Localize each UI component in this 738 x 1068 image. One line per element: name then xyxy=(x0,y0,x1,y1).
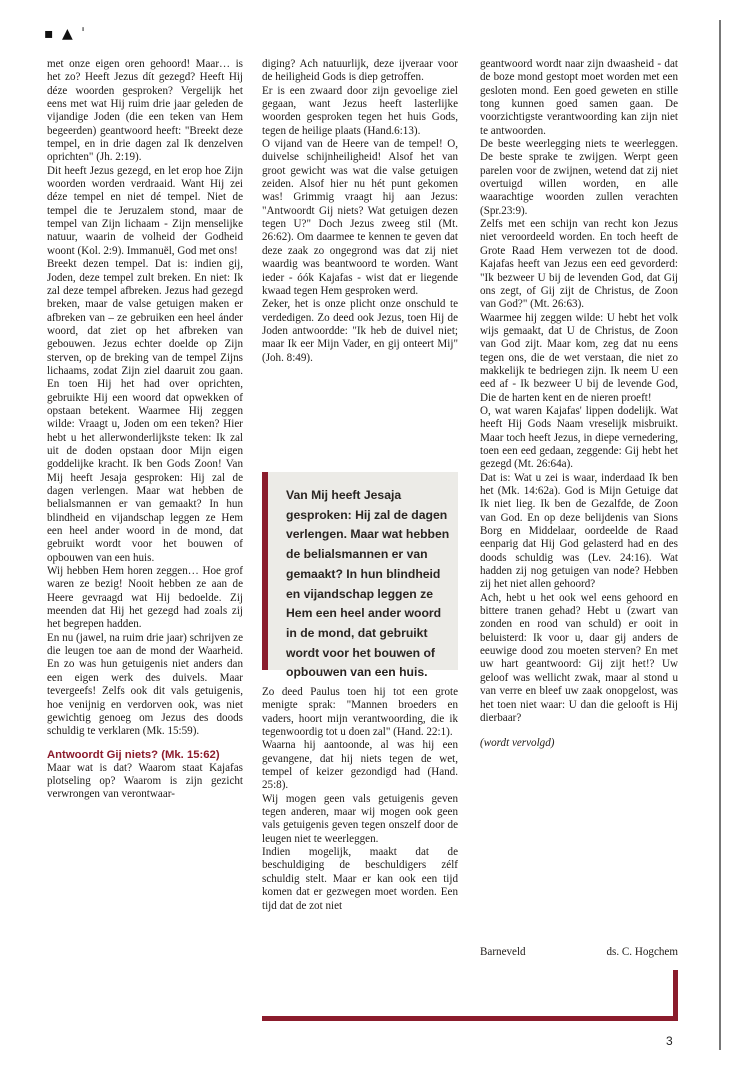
paragraph: O vijand van de Heere van de tempel! O, duivelse schijnheiligheid! Alsof het van groot gewicht was wat die valse getuigen zeiden. Alsof hier nu hét punt gekomen was! Grimmig vraagt hij aan Jezus: "Antwoordt Gij niets? Wat getuigen dezen tegen U?" Doch Jezus zweeg stil (Mt. 26:62). Om daarmee te kennen te geven dat deze zaak zo ongegrond was dat zij niet waardig was beantwoord te worden. Want ieder - óók Kajafas - wist dat er liegende kwaad tegen Hem gesproken werd. xyxy=(262,138,458,297)
pull-quote-accent-bar xyxy=(262,472,268,670)
section-subheading: Antwoordt Gij niets? (Mk. 15:62) xyxy=(47,748,220,761)
paragraph: Zo deed Paulus toen hij tot een grote menigte sprak: "Mannen broeders en vaders, hoort mijn verantwoording, die ik tegenwoordig tot u doen zal" (Hand. 22:1). xyxy=(262,686,458,739)
column-1 xyxy=(47,58,243,802)
paragraph: met onze eigen oren gehoord! Maar… is het zo? Heeft Jezus dít gezegd? Heeft Hij déze woorden gesproken? Vergelijk het eens met wat Hij ruim drie jaar geleden de vijandige Joden (die een teken van Hem begeerden) geantwoord heeft: "Breekt deze tempel, en in drie dagen zal Ik denzelven oprichten" (Jh. 2:19). xyxy=(47,58,243,164)
paragraph: De beste weerlegging niets te weerleggen. De beste sprake te zwijgen. Werpt geen parelen voor de zwijnen, wetend dat zij niet overtuigd willen worden, en alle waarachtige woorden zullen verachten (Spr.23:9). xyxy=(480,138,678,217)
signature xyxy=(480,946,678,958)
paragraph: O, wat waren Kajafas' lippen dodelijk. Wat heeft Hij Gods Naam vreselijk misbruikt. Maar toch heeft Jezus, in diepe vernedering, toen een eed gedaan, zeggende: Gij hebt het gezegd (Mt. 26:64a). xyxy=(480,404,678,471)
paragraph: Indien mogelijk, maakt dat de beschuldiging de beschuldigers zélf schuldig stelt. Maar er kan ook een tijd komen dat er gezwegen moet worden. Een tijd dat de zot niet xyxy=(262,846,458,912)
page-number: 3 xyxy=(666,1034,673,1048)
paragraph: Wij mogen geen vals getuigenis geven tegen anderen, maar wij mogen ook geen vals getuigenis geven tegen onszelf door de leugen niet te weerleggen. xyxy=(262,792,458,845)
paragraph: Waarna hij aantoonde, al was hij een gevangene, dat hij niets tegen de wet, tempel of keizer gezondigd had (Hand. 25:8). xyxy=(262,739,458,792)
paragraph: geantwoord wordt naar zijn dwaasheid - dat de boze mond gestopt moet worden met een gesloten mond. Een goed geweten en stille tong kunnen goed samen gaan. De voorzichtigste verantwoording kan zijn niet te antwoorden. xyxy=(480,58,678,137)
paragraph: En nu (jawel, na ruim drie jaar) schrijven ze die leugen toe aan de mond der Waarheid. En zo was hun getuigenis niet anders dan een eigen werk des duivels. Maar tevergeefs! Zelfs ook dit vals getuigenis, hoe venijnig en verdorven ook, was niet gewichtig genoeg om Jezus des doods schuldig te verklaren (Mk. 15:59). xyxy=(47,631,243,738)
paragraph: Wij hebben Hem horen zeggen… Hoe grof waren ze bezig! Nooit hebben ze aan de Heere gevraagd wat Hij bedoelde. Zij meenden dat Hij het gezegd had zoals zij het begrepen hadden. xyxy=(47,565,243,631)
page-corner-mark: ▪ ▲ ˈ xyxy=(44,26,88,42)
signature-place: Barneveld xyxy=(480,946,526,958)
paragraph: Maar wat is dat? Waarom staat Kajafas plotseling op? Waarom is zijn gezicht verwrongen van verontwaar- xyxy=(47,761,243,801)
signature-author: ds. C. Hogchem xyxy=(606,946,678,958)
end-rule-horizontal xyxy=(262,1016,678,1021)
pull-quote-text: Van Mij heeft Jesaja gesproken: Hij zal de dagen verlengen. Maar wat hebben de belialsmannen er van gemaakt? In hun blindheid en vijandschap leggen ze Hem een heel ander woord in de mond, dat gebruikt wordt voor het bouwen of opbouwen van een huis. xyxy=(286,488,450,680)
paragraph: Ach, hebt u het ook wel eens gehoord en bittere tranen gehad? Hebt u (zwart van zonden en rood van schuld) er ooit in beluisterd: Ik voor u, daar gij anders de eeuwige dood zou moeten sterven? En met uw hart geantwoord: Gij zijt het!? Uw geloof was wellicht zwak, maar al stond u van verre en bleef uw zaak onopgelost, was het toen niet waar: U dan die gelooft is Hij dierbaar? xyxy=(480,591,678,724)
paragraph: Dat is: Wat u zei is waar, inderdaad Ik ben het (Mk. 14:62a). God is Mijn Getuige dat Ik niet lieg. Ik ben de Gezalfde, de Zoon van God. En op deze belijdenis van Sions Borg en Middelaar, oordeelde de Raad eenparig dat Hij God gelasterd had en des doods schuldig was (Lev. 24:16). Wat hadden zij nog getuigen van node? Hebben zij het niet allen gehoord? xyxy=(480,471,678,591)
continued-note: (wordt vervolgd) xyxy=(480,737,555,750)
pull-quote xyxy=(262,472,458,680)
paragraph: Zelfs met een schijn van recht kon Jezus niet veroordeeld worden. En toch heeft de Grote Raad Hem verwezen tot de dood. Kajafas heeft van Jezus een eed gevorderd: "Ik bezweer U bij de levenden God, dat Gij ons zegt, of Gij zijt de Christus, de Zoon van God?" (Mt. 26:63). xyxy=(480,218,678,311)
column-2-bottom xyxy=(262,686,458,913)
column-3 xyxy=(480,58,678,751)
paragraph: diging? Ach natuurlijk, deze ijveraar voor de heiligheid Gods is diep getroffen. xyxy=(262,58,458,84)
end-rule-vertical xyxy=(673,970,678,1021)
column-2-top xyxy=(262,58,458,365)
paragraph: Waarmee hij zeggen wilde: U hebt het volk wijs gemaakt, dat U de Christus, de Zoon van God zijt. Maar kom, zeg dat nu eens tegen ons, die de wet verstaan, die niet zo makkelijk te bedriegen zijn. Ik neem U een eed af - Ik bezweer U bij de levende God, Die de harten kent en de nieren proeft! xyxy=(480,311,678,404)
paragraph: Zeker, het is onze plicht onze onschuld te verdedigen. Zo deed ook Jezus, toen Hij de Joden antwoordde: "Ik heb de duivel niet; maar Ik eer Mijn Vader, en gij onteert Mij" (Joh. 8:49). xyxy=(262,298,458,364)
paragraph: Dit heeft Jezus gezegd, en let erop hoe Zijn woorden worden verdraaid. Want Hij zei déze tempel en niet dé tempel. Niet de tempel die te Jeruzalem stond, maar de tempel van Zijn lichaam - Zijn menselijke natuur, waarin de volheid der Godheid woont (Kol. 2:9). Immanuël, God met ons! xyxy=(47,164,243,257)
paragraph: Breekt dezen tempel. Dat is: indien gij, Joden, deze tempel zult breken. En niet: Ik zal deze tempel afbreken. Jezus had gezegd breken, maar de valse getuigen maken er afbreken van – ze gebruiken een heel ánder woord, dat ziet op het afbreken van gebouwen. Jezus echter doelde op Zijn sterven, op de breking van de tempel Zijns lichaams, zodat Zijn ziel daaruit zou gaan. En toen Hij het had over oprichten, gebruikte Hij een woord dat opwekken of opstaan betekent. Waarmee Hij zeggen wilde: Vraagt u, Joden om een teken? Hier hebt u het allerwonderlijkste teken: Ik zal uit de doden opstaan door Mijn eigen goddelijke kracht. Ik ben Gods Zoon! Van Mij heeft Jesaja gesproken: Hij zal de dagen verlengen. Maar wat hebben de belialsmannen er van gemaakt? In hun blindheid en vijandschap leggen ze Hem een heel ander woord in de mond, dat gebruikt wordt voor het bouwen of opbouwen van een huis. xyxy=(47,258,243,564)
page-edge-rule xyxy=(719,20,721,1050)
paragraph: Er is een zwaard door zijn gevoelige ziel gegaan, want Jezus heeft lasterlijke woorden gesproken tegen het huis Gods, tegen de heilige plaats (Hand.6:13). xyxy=(262,84,458,137)
